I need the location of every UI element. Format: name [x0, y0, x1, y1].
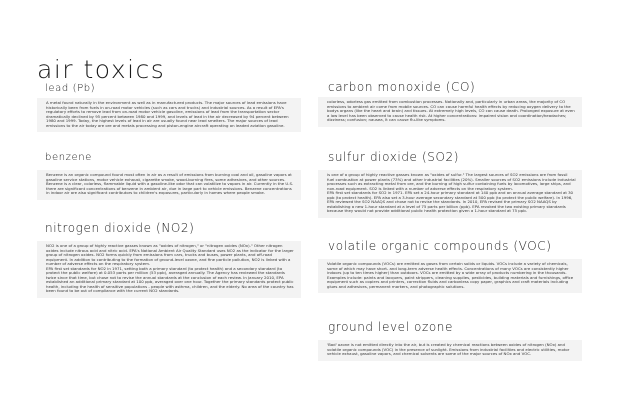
section-lead	[37, 84, 301, 132]
page-title: air toxics	[37, 54, 166, 84]
section-heading-lead: lead (Pb)	[45, 83, 96, 94]
section-heading-volatile-organic-compounds: volatile organic compounds (VOC)	[328, 239, 552, 253]
section-heading-sulfur-dioxide: sulfur dioxide (SO2)	[328, 150, 460, 164]
paragraph: Volatile organic compounds (VOCs) are emitted as gases from certain solids or liquids. VOCs include a variety of chemicals, some of which may have short- and long-term adverse health effects. Concentrations of many VOCs are consistently higher indoors (up to ten times higher) than outdoors. VOCs are emitted by a wide array of products numbering in the thousands. Examples include: paints and lacquers, paint strippers, cleaning supplies, pesticides, building materials and furnishings, office equipment such as copiers and printers, correction fluids and carbonless copy paper, graphics and craft materials including glues and adhesives, permanent markers, and photographic solutions.	[327, 261, 574, 289]
section-ground-level-ozone	[318, 321, 582, 361]
section-nitrogen-dioxide	[37, 222, 301, 298]
section-heading-carbon-monoxide: carbon monoxide (CO)	[328, 80, 476, 94]
paragraph: A metal found naturally in the environment as well as in manufactured products. The major sources of lead emissions have historically been from fuels in on-road motor vehicles (such as cars and trucks) and industrial sources. As a result of EPA's regulatory efforts to remove lead from on-road motor vehicle gasoline, emissions of lead from the transportation sector dramatically declined by 95 percent between 1980 and 1999, and levels of lead in the air decreased by 94 percent between 1980 and 1999. Today, the highest levels of lead in air are usually found near lead smelters. The major sources of lead emissions to the air today are ore and metals processing and piston-engine aircraft operating on leaded aviation gasoline.	[46, 100, 289, 128]
paragraph: EPA first set standards for NO2 in 1971, setting both a primary standard (to protect health) and a secondary standard (to protect the public welfare) at 0.053 parts per million (53 ppb), averaged annually. The Agency has reviewed the standards twice since that time, but chose not to revise the annual standards at the conclusion of each review. In January 2010, EPA established an additional primary standard at 100 ppb, averaged over one hour. Together the primary standards protect public health, including the health of sensitive populations - people with asthma, children, and the elderly. No area of the country has been found to be out of compliance with the current NO2 standards.	[46, 265, 294, 294]
section-heading-nitrogen-dioxide: nitrogen dioxide (NO2)	[45, 221, 195, 235]
section-body-ground-level-ozone	[318, 340, 582, 361]
section-sulfur-dioxide	[318, 151, 582, 218]
section-heading-benzene: benzene	[45, 152, 92, 163]
section-body-lead	[37, 98, 301, 132]
section-heading-ground-level-ozone: ground level ozone	[328, 320, 453, 334]
section-body-carbon-monoxide	[318, 97, 582, 127]
paragraph: NO2 is one of a group of highly reactive gasses known as "oxides of nitrogen," or "nitrogen oxides (NOx)." Other nitrogen oxides include nitrous acid and nitric acid. EPA's National Ambient Air Quality Standard uses NO2 as the indicator for the larger group of nitrogen oxides. NO2 forms quickly from emissions from cars, trucks and buses, power plants, and off-road equipment. In addition to contributing to the formation of ground-level ozone, and fine particle pollution, NO2 is linked with a number of adverse effects on the respiratory system.	[46, 243, 294, 267]
paragraph: colorless, odorless gas emitted from combustion processes. Nationally and, particularly in urban areas, the majority of CO emissions to ambient air come from mobile sources. CO can cause harmful health effects by reducing oxygen delivery to the bodys organs (like the heart and brain) and tissues. At extremely high levels, CO can cause death. Prolonged exposure at even a low level has been observed to cause health risk. At higher concentrations: impaired vision and coordination/headaches; dizziness; confusion; nausea, It can cause flu-like symptoms.	[327, 99, 575, 123]
section-carbon-monoxide	[318, 81, 582, 127]
section-volatile-organic-compounds	[318, 240, 582, 293]
section-body-benzene	[37, 170, 301, 200]
section-body-volatile-organic-compounds	[318, 259, 582, 293]
paragraph: EPA first set standards for SO2 in 1971. EPA set a 24-hour primary standard at 140 ppb and an annual average standard at 30 ppb (to protect health). EPA also set a 3-hour average secondary standard at 500 ppb (to protect the public welfare). In 1996, EPA reviewed the SO2 NAAQS and chose not to revise the standards. In 2010, EPA revised the primary SO2 NAAQS by establishing a new 1-hour standard at a level of 75 parts per billion (ppb). EPA revoked the two existing primary standards because they would not provide additional public health protection given a 1-hour standard at 75 ppb.	[327, 190, 574, 214]
paragraph: 'Bad' ozone is not emitted directly into the air, but is created by chemical reactions between oxides of nitrogen (NOx) and volatile organic compounds (VOC) in the presence of sunlight. Emissions from industrial facilities and electric utilities, motor vehicle exhaust, gasoline vapors, and chemical solvents are some of the major sources of NOx and VOC.	[327, 342, 570, 357]
section-body-sulfur-dioxide	[318, 170, 582, 218]
paragraph: Benzene is an organic compound found most often in air as a result of emissions from burning coal and oil, gasoline vapors at gasoline service stations, motor vehicle exhaust, cigarette smoke, wood-burning fires, some adhesives, and other sources. Benzene is a clear, colorless, flammable liquid with a gasoline-like odor that can volatilize to vapors in air. Currently in the U.S. there are significant concentrations of benzene in ambient air, due in large part to vehicle emissions. Benzene concentrations in indoor air are also significant contributors to children's exposures, particularly in homes where people smoke.	[46, 172, 294, 196]
paragraph: is one of a group of highly reactive gasses known as "oxides of sulfur." The largest sources of SO2 emissions are from fossil fuel combustion at power plants (73%) and other industrial facilities (20%). Smaller sources of SO2 emissions include industrial processes such as extracting metal from ore, and the burning of high sulfur containing fuels by locomotives, large ships, and non-road equipment. SO2 is linked with a number of adverse effects on the respiratory system.	[327, 172, 576, 191]
section-body-nitrogen-dioxide	[37, 241, 301, 298]
section-benzene	[37, 153, 301, 200]
